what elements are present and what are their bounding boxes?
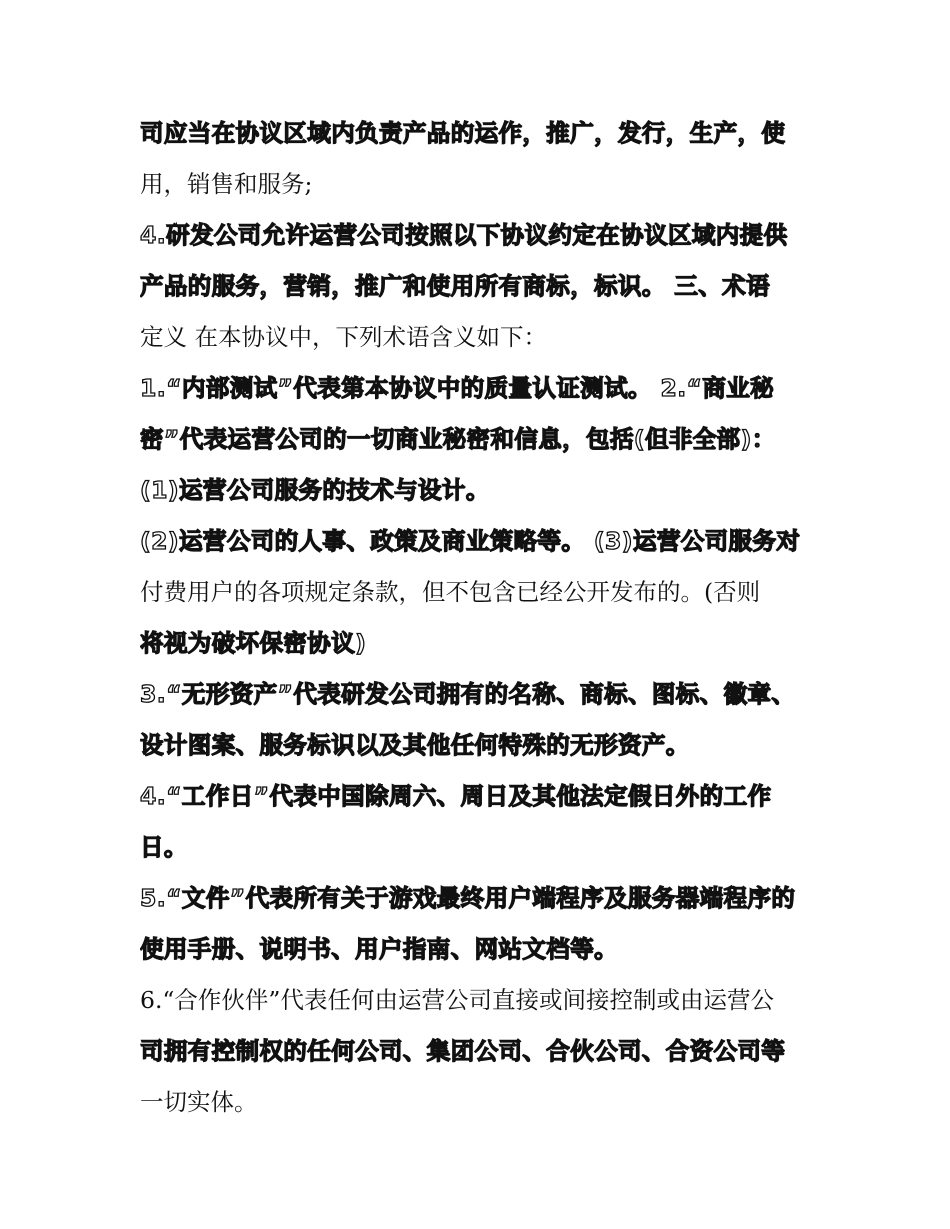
text-line: (1)运营公司服务的技术与设计。 — [140, 476, 490, 504]
text-line: 6.“合作伙伴”代表任何由运营公司直接或间接控制或由运营公 — [140, 986, 774, 1014]
text-line: 4.“工作日”代表中国除周六、周日及其他法定假日外的工作 — [140, 782, 772, 810]
text-line: 一切实体。 — [140, 1088, 258, 1116]
text-line: 4.研发公司允许运营公司按照以下协议约定在协议区域内提供 — [140, 221, 788, 249]
text-line: 将视为破坏保密协议) — [140, 629, 367, 657]
text-line: 使用手册、说明书、用户指南、网站文档等。 — [140, 935, 618, 963]
text-line: 司拥有控制权的任何公司、集团公司、合伙公司、合资公司等 — [140, 1037, 786, 1065]
text-line: 定义 在本协议中，下列术语含义如下： — [140, 323, 547, 351]
document-body — [140, 108, 812, 1128]
text-line: 密”代表运营公司的一切商业秘密和信息，包括(但非全部)： — [140, 425, 776, 453]
text-line: 日。 — [140, 833, 188, 861]
text-line: (2)运营公司的人事、政策及商业策略等。 (3)运营公司服务对 — [140, 527, 801, 555]
text-line: 付费用户的各项规定条款，但不包含已经公开发布的。(否则 — [140, 578, 761, 606]
text-line: 5.“文件”代表所有关于游戏最终用户端程序及服务器端程序的 — [140, 884, 796, 912]
text-line: 1.“内部测试”代表第本协议中的质量认证测试。 2.“商业秘 — [140, 374, 775, 402]
text-line: 设计图案、服务标识以及其他任何特殊的无形资产。 — [140, 731, 690, 759]
text-line: 3.“无形资产”代表研发公司拥有的名称、商标、图标、徽章、 — [140, 680, 796, 708]
text-line: 司应当在协议区域内负责产品的运作，推广，发行，生产，使 — [140, 119, 786, 147]
text-line: 用，销售和服务; — [140, 170, 313, 198]
text-line: 产品的服务，营销，推广和使用所有商标，标识。 三、术语 — [140, 272, 770, 300]
